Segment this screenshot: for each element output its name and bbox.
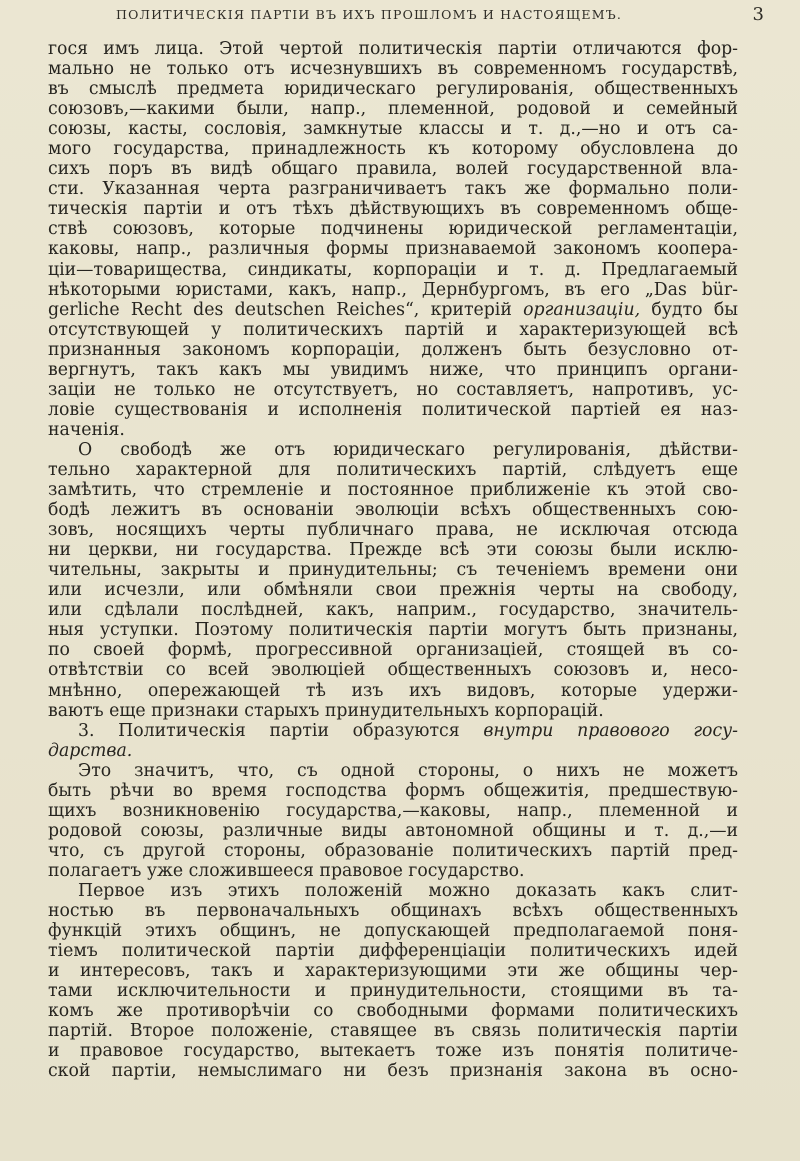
text-line-mixed [48, 300, 738, 320]
text-line: союзовъ,—какими были, напр., племенной, родовой и семейный [48, 99, 738, 120]
text-line: ловіе существованія и исполненія политической партіей ея наз- [48, 399, 738, 420]
text-line: нѣкоторыми юристами, какъ, напр., Дернбургомъ, въ его „Das bür- [48, 279, 738, 300]
text-line: партій. Второе положеніе, ставящее въ связь политическія партіи [48, 1021, 738, 1042]
text-line: чительны, закрыты и принудительны; съ теченіемъ времени они [48, 560, 738, 581]
text-line: отсутствующей у политическихъ партій и характеризующей всѣ [48, 319, 738, 340]
text-line: и правовое государство, вытекаетъ тоже изъ понятія политиче- [48, 1041, 738, 1062]
text-line: мнѣнно, опережающей тѣ изъ ихъ видовъ, которые удержи- [48, 680, 738, 701]
text-line: или сдѣлали послѣдней, какъ, наприм., государство, значитель- [48, 600, 738, 621]
text-line: комъ же противорѣчіи со свободными формами политическихъ [48, 1001, 738, 1022]
section-heading-line [48, 721, 738, 741]
running-head [38, 4, 776, 26]
page-number: 3 [752, 4, 764, 25]
italic-term: внутри правового госу- [483, 720, 738, 741]
text-line: мого государства, принадлежность къ которому обусловлена до [48, 139, 738, 160]
text-line: вергнутъ, такъ какъ мы увидимъ ниже, что принципъ органи- [48, 359, 738, 380]
text-line: ціи—товарищества, синдикаты, корпораціи и т. д. Предлагаемый [48, 259, 738, 280]
text-line: что, съ другой стороны, образованіе политическихъ партій пред- [48, 840, 738, 861]
text-line: родовой союзы, различные виды автономной общины и т. д.,—и [48, 820, 738, 841]
text-span: будто бы [651, 299, 738, 320]
text-line [48, 741, 738, 761]
text-line: щихъ возникновенію государства,—каковы, напр., племенной и [48, 800, 738, 821]
paragraph-first-line: Это значитъ, что, съ одной стороны, о нихъ не можетъ [78, 760, 738, 781]
text-line: ностью въ первоначальныхъ общинахъ всѣхъ общественныхъ [48, 901, 738, 922]
italic-term: организаціи, [523, 299, 641, 320]
text-line: тическія партіи и отъ тѣхъ дѣйствующихъ въ современномъ обще- [48, 199, 738, 220]
text-line: ныя уступки. Поэтому политическія партіи могутъ быть признаны, [48, 620, 738, 641]
text-line: быть рѣчи во время господства формъ общежитія, предшествую- [48, 780, 738, 801]
body-text [48, 39, 738, 1081]
paragraph-first-line: О свободѣ же отъ юридическаго регулированія, дѣйстви- [78, 439, 738, 460]
paragraph-first-line: Первое изъ этихъ положеній можно доказать какъ слит- [78, 880, 738, 901]
text-line: зовъ, носящихъ черты публичнаго права, не исключая отсюда [48, 520, 738, 541]
text-line: ской партіи, немыслимаго ни безъ признанія закона въ осно- [48, 1061, 738, 1082]
text-line: тіемъ политической партіи дифференціаціи политическихъ идей [48, 941, 738, 962]
text-line: союзы, касты, сословія, замкнутые классы и т. д.,—но и отъ са- [48, 119, 738, 140]
text-line: заціи не только не отсутствуетъ, но составляетъ, напротивъ, ус- [48, 379, 738, 400]
text-line: гося имъ лица. Этой чертой политическія партіи отличаются фор- [48, 39, 738, 59]
german-title-span: gerliche Recht des deutschen Reiches“, критерій [48, 299, 512, 320]
text-line: каковы, напр., различныя формы признаваемой закономъ коопера- [48, 239, 738, 260]
section-heading: 3. Политическія партіи образуются [78, 720, 460, 741]
text-line: наченія. [48, 419, 125, 440]
text-line: въ смыслѣ предмета юридическаго регулированія, общественныхъ [48, 79, 738, 100]
text-line: тельно характерной для политическихъ партій, слѣдуетъ еще [48, 459, 738, 480]
text-line: ствѣ союзовъ, которые подчинены юридической регламентаціи, [48, 219, 738, 240]
running-title: ПОЛИТИЧЕСКІЯ ПАРТІИ ВЪ ИХЪ ПРОШЛОМЪ И НАСТОЯЩЕМЪ. [116, 7, 623, 22]
text-line: замѣтить, что стремленіе и постоянное приближеніе къ этой сво- [48, 480, 738, 501]
text-line: мально не только отъ исчезнувшихъ въ современномъ государствѣ, [48, 59, 738, 80]
text-line: функцій этихъ общинъ, не допускающей предполагаемой поня- [48, 921, 738, 942]
text-line: признанныя закономъ корпораціи, долженъ быть безусловно от- [48, 339, 738, 360]
text-line: тами исключительности и принудительности, стоящими въ та- [48, 981, 738, 1002]
text-line: ваютъ еще признаки старыхъ принудительныхъ корпорацій. [48, 700, 604, 721]
text-line: отвѣтствіи со всей эволюціей общественныхъ союзовъ и, несо- [48, 660, 738, 681]
text-line: ни церкви, ни государства. Прежде всѣ эти союзы были исклю- [48, 540, 738, 561]
text-line: и интересовъ, такъ и характеризующими эти же общины чер- [48, 961, 738, 982]
text-line: полагаетъ уже сложившееся правовое государство. [48, 860, 525, 881]
text-line: бодѣ лежитъ въ основаніи эволюціи всѣхъ общественныхъ сою- [48, 500, 738, 521]
text-line: по своей формѣ, прогрессивной организаціей, стоящей въ со- [48, 640, 738, 661]
italic-term: дарства. [48, 740, 133, 761]
text-line: сихъ поръ въ видѣ общаго правила, волей государственной вла- [48, 159, 738, 180]
text-line: сти. Указанная черта разграничиваетъ такъ же формально поли- [48, 179, 738, 200]
text-line: или исчезли, или обмѣняли свои прежнія черты на свободу, [48, 580, 738, 601]
